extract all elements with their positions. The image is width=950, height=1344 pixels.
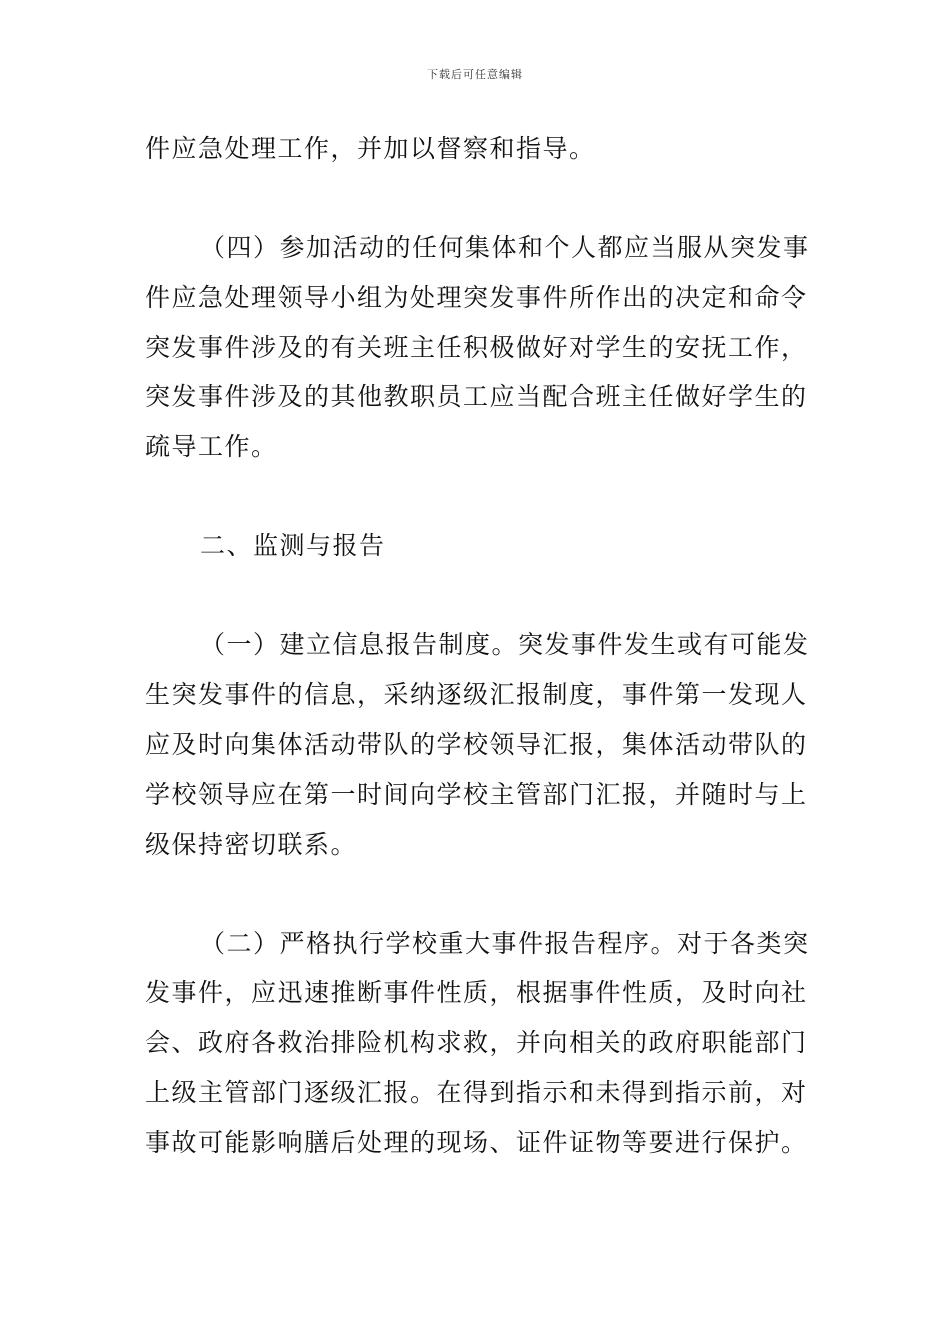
header-note: 下载后可任意编辑 (427, 68, 523, 81)
text-line: 会、政府各救治排险机构求救，并向相关的政府职能部门 (145, 1028, 808, 1057)
paragraph-1-first-line: （一）建立信息报告制度。突发事件发生或有可能发 (200, 630, 810, 659)
section-heading: 二、监测与报告 (200, 531, 386, 560)
text-line: 件应急处理工作，并加以督察和指导。 (145, 134, 596, 163)
text-line: 发事件，应迅速推断事件性质，根据事件性质，及时向社 (145, 978, 808, 1007)
text-line: 事故可能影响膳后处理的现场、证件证物等要进行保护。 (145, 1128, 808, 1157)
text-line: 生突发事件的信息，采纳逐级汇报制度，事件第一发现人 (145, 680, 808, 709)
text-line: 件应急处理领导小组为处理突发事件所作出的决定和命令 (145, 283, 808, 312)
text-line: 级保持密切联系。 (145, 830, 358, 859)
paragraph-2-first-line: （二）严格执行学校重大事件报告程序。对于各类突 (200, 929, 810, 958)
text-line: 上级主管部门逐级汇报。在得到指示和未得到指示前，对 (145, 1078, 808, 1107)
paragraph-4-first-line: （四）参加活动的任何集体和个人都应当服从突发事 (200, 233, 810, 262)
text-line: 突发事件涉及的有关班主任积极做好对学生的安抚工作， (145, 333, 808, 362)
text-line: 应及时向集体活动带队的学校领导汇报，集体活动带队的 (145, 730, 808, 759)
text-line: 学校领导应在第一时间向学校主管部门汇报，并随时与上 (145, 780, 808, 809)
text-line: 疏导工作。 (145, 432, 278, 461)
text-line: 突发事件涉及的其他教职员工应当配合班主任做好学生的 (145, 382, 808, 411)
